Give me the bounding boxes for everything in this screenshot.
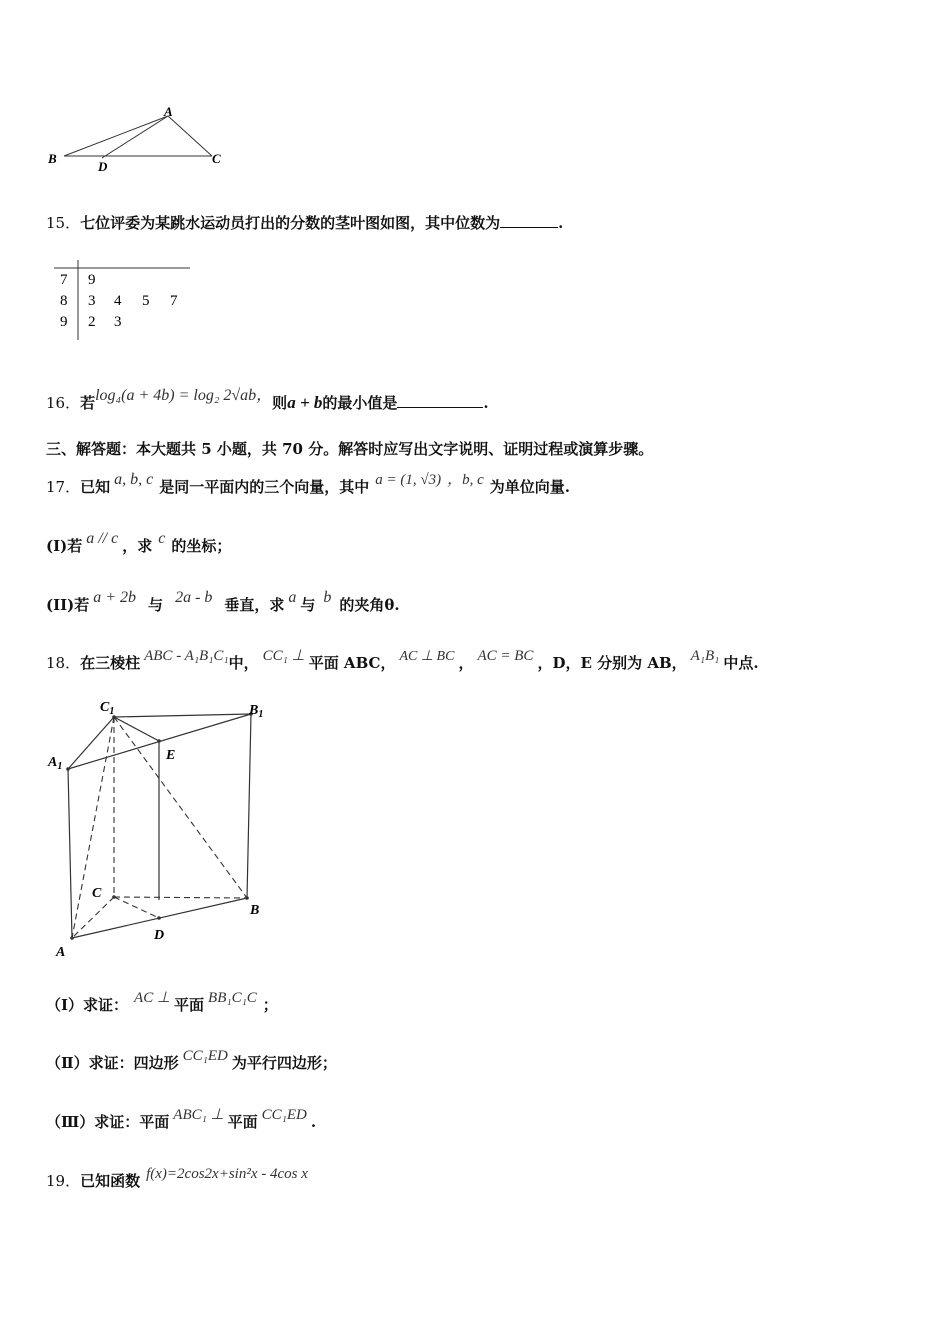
text: 已知函数 bbox=[80, 1172, 141, 1190]
vertex-D: D bbox=[154, 928, 165, 943]
triangle-figure bbox=[40, 100, 240, 180]
text: 与 bbox=[300, 596, 316, 614]
text: 的夹角θ. bbox=[339, 596, 400, 614]
label-B: B bbox=[48, 151, 57, 166]
question-19 bbox=[46, 1166, 308, 1191]
condition: AC ⊥ BC bbox=[399, 649, 455, 664]
period: . bbox=[558, 214, 564, 232]
answer-blank bbox=[500, 213, 558, 228]
text: 为单位向量. bbox=[489, 478, 570, 496]
vector-bc: ，b, c bbox=[447, 472, 484, 488]
vector-a-value: a = (1, √3) bbox=[375, 472, 442, 488]
condition: a // c bbox=[86, 530, 119, 547]
leaf: 9 bbox=[88, 272, 96, 288]
text: . bbox=[310, 1113, 317, 1131]
part-label: （Ⅱ）求证：四边形 bbox=[46, 1054, 179, 1072]
expression: ABC₁ ⊥ bbox=[173, 1107, 224, 1123]
function-definition: f(x)=2cos2x+sin²x - 4cos x bbox=[146, 1166, 308, 1182]
variable: c bbox=[158, 530, 166, 547]
condition: CC₁ ⊥ bbox=[262, 648, 305, 664]
question-number: 15． bbox=[46, 214, 81, 232]
vertex-A: A bbox=[56, 945, 66, 960]
text: 垂直，求 bbox=[224, 596, 285, 614]
question-15 bbox=[46, 212, 563, 233]
question-number: 19． bbox=[46, 1172, 81, 1190]
prism-name: ABC - A₁B₁C₁ bbox=[144, 648, 229, 664]
part-label: （Ⅲ）求证：平面 bbox=[46, 1113, 170, 1131]
question-16 bbox=[46, 387, 489, 413]
text: 的坐标； bbox=[171, 537, 232, 555]
question-17-part-1 bbox=[46, 530, 232, 556]
vector-names: a, b, c bbox=[114, 471, 154, 488]
text: 中， bbox=[228, 654, 259, 672]
leaf: 3 bbox=[114, 314, 122, 330]
label-C: C bbox=[212, 151, 221, 166]
stem-8: 8 bbox=[60, 293, 68, 309]
stem-7: 7 bbox=[60, 272, 68, 288]
question-17 bbox=[46, 471, 570, 497]
stem-leaf-plot bbox=[50, 258, 200, 343]
vertex-A1: $A_1$ bbox=[48, 755, 63, 772]
text: 若 bbox=[67, 537, 83, 555]
question-17-part-2 bbox=[46, 589, 400, 615]
leaf: 4 bbox=[114, 293, 122, 309]
part-label: （Ⅰ）求证： bbox=[46, 996, 129, 1014]
leaf: 3 bbox=[88, 293, 96, 309]
answer-blank bbox=[397, 393, 483, 408]
text: 为平行四边形； bbox=[231, 1054, 337, 1072]
expression: CC₁ED bbox=[261, 1107, 307, 1123]
part-label: (I) bbox=[46, 537, 68, 555]
text: 在三棱柱 bbox=[80, 654, 141, 672]
leaf: 5 bbox=[142, 293, 150, 309]
target-expression: a + b bbox=[287, 393, 323, 412]
part-label: (II) bbox=[46, 596, 75, 614]
vertex-B1: $B_1$ bbox=[249, 703, 264, 720]
text: 则 bbox=[272, 394, 288, 412]
text: 已知 bbox=[80, 478, 111, 496]
vertex-B: B bbox=[250, 903, 260, 918]
section-heading: 三、解答题：本大题共 5 小题，共 70 分。解答时应写出文字说明、证明过程或演算步骤。 bbox=[46, 440, 654, 458]
variable: a bbox=[288, 589, 297, 606]
question-18-part-3 bbox=[46, 1107, 317, 1132]
segment-name: A₁B₁ bbox=[690, 648, 720, 664]
question-text: 七位评委为某跳水运动员打出的分数的茎叶图如图，其中位数为 bbox=[80, 214, 501, 232]
expression: CC₁ED bbox=[182, 1048, 228, 1064]
prism-figure bbox=[44, 694, 284, 964]
text: 的最小值是 bbox=[322, 394, 398, 412]
leaf: 7 bbox=[170, 293, 178, 309]
expression: AC ⊥ bbox=[134, 990, 171, 1006]
expression: BB₁C₁C bbox=[208, 990, 257, 1006]
text: 中点. bbox=[723, 654, 759, 672]
question-number: 18． bbox=[46, 654, 81, 672]
text: ，求 bbox=[122, 537, 153, 555]
question-18 bbox=[46, 648, 759, 673]
leaf: 2 bbox=[88, 314, 96, 330]
question-18-part-2 bbox=[46, 1048, 337, 1073]
vertex-C1: $C_1$ bbox=[100, 700, 115, 717]
text: 平面 bbox=[174, 996, 205, 1014]
question-number: 16． bbox=[46, 394, 81, 412]
text: 与 bbox=[148, 596, 164, 614]
text: ； bbox=[262, 996, 278, 1014]
text: 平面 bbox=[227, 1113, 258, 1131]
equation: log₄(a + 4b) = log₂ 2√ab， bbox=[95, 387, 273, 404]
expression: 2a - b bbox=[175, 589, 213, 606]
text: 是同一平面内的三个向量，其中 bbox=[159, 478, 370, 496]
condition: AC = BC bbox=[477, 648, 534, 664]
text: 若 bbox=[80, 394, 96, 412]
vertex-C: C bbox=[92, 886, 102, 901]
label-A: A bbox=[164, 104, 173, 119]
text: ， bbox=[458, 654, 474, 672]
label-D: D bbox=[98, 159, 108, 174]
text: 平面 ABC， bbox=[308, 654, 396, 672]
text: ，D，E 分别为 AB， bbox=[537, 654, 687, 672]
variable: b bbox=[323, 589, 332, 606]
question-number: 17． bbox=[46, 478, 81, 496]
vertex-E: E bbox=[166, 748, 176, 763]
text: 若 bbox=[74, 596, 90, 614]
period: . bbox=[483, 394, 489, 412]
expression: a + 2b bbox=[93, 589, 137, 606]
stem-9: 9 bbox=[60, 314, 68, 330]
question-18-part-1 bbox=[46, 990, 278, 1015]
